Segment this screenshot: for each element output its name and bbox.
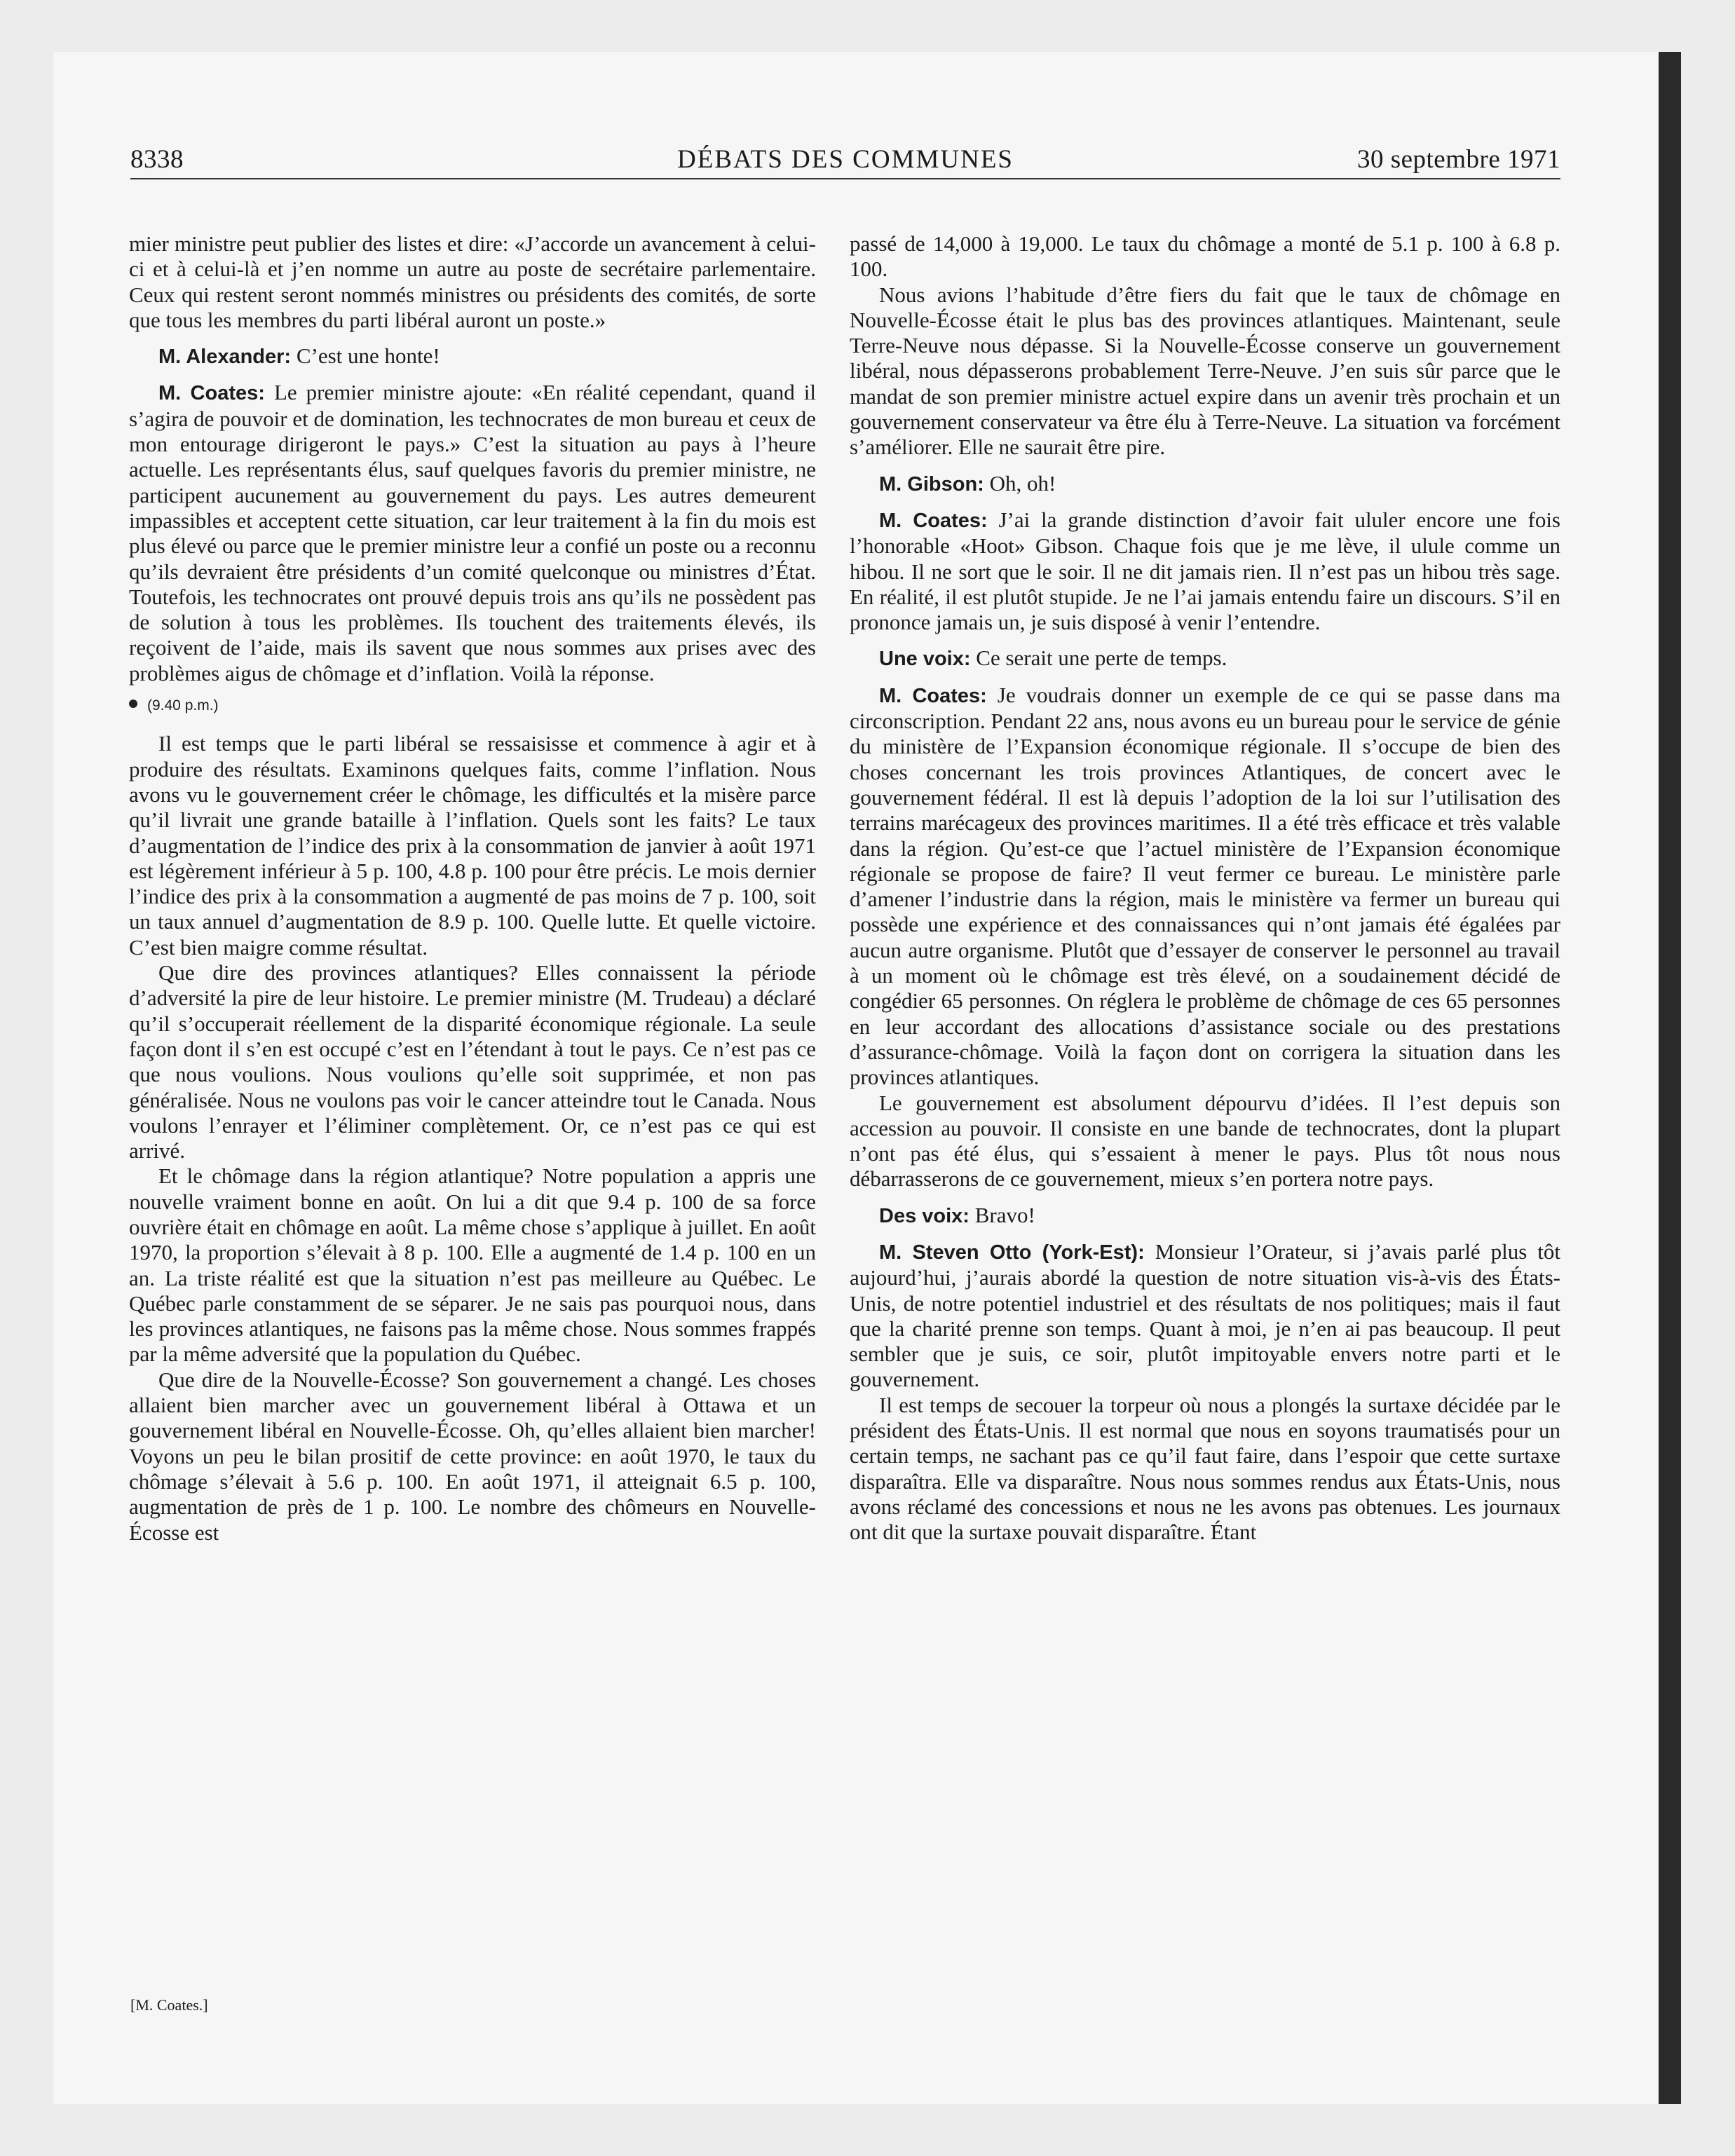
speech: M. Gibson: Oh, oh!: [879, 470, 1056, 496]
paragraph: passé de 14,000 à 19,000. Le taux du chômage a monté de 5.1 p. 100 à 6.8 p. 100.: [850, 231, 1560, 282]
speaker-name: Une voix:: [879, 648, 971, 671]
footer-attribution: [M. Coates.]: [130, 1996, 208, 2014]
paragraph: Que dire de la Nouvelle-Écosse? Son gouvernement a changé. Les choses allaient bien marcher avec un gouvernement libéral à Ottawa et un gouvernement libéral en Nouvelle-Écosse. Oh, qu’elles allaient bien marcher! Voyons un peu le bilan prositif de cette province: en août 1970, le taux du chômage s’élevait à 5.6 p. 100. En août 1971, il atteignait 6.5 p. 100, augmentation de près de 1 p. 100. Le nombre des chômeurs en Nouvelle-Écosse est: [129, 1367, 816, 1545]
page-number: 8338: [130, 145, 184, 174]
speech: Une voix: Ce serait une perte de temps.: [879, 646, 1227, 671]
speaker-name: M. Steven Otto (York-Est):: [879, 1241, 1145, 1264]
page-header: [130, 140, 1560, 179]
speaker-name: M. Coates:: [879, 509, 988, 532]
speaker-name: M. Alexander:: [158, 346, 292, 369]
scan-edge: [1659, 52, 1681, 2104]
bullet-icon: [129, 700, 137, 708]
right-column: [850, 231, 1560, 1546]
speech: M. Coates: Le premier ministre ajoute: «En réalité cependant, quand il s’agira de pouvoir et de domination, les technocrates de mon bureau et ceux de mon entourage dirigeront le pays.» C’est la situation au pays à l’heure actuelle. Les représentants élus, sauf quelques favoris du premier ministre, ne participent aucunement au gouvernement du pays. Les autres demeurent impassibles et acceptent cette situation, car leur traitement à la fin du mois est plus élevé ou parce que le premier ministre leur a confié un poste ou a reconnu qu’ils devraient être présidents d’un comité quelconque ou ministres d’État. Toutefois, les technocrates ont prouvé depuis trois ans qu’ils ne possèdent pas de solution à tous les problèmes. Ils touchent des traitements élevés, ils reçoivent de l’aide, mais ils savent que nous sommes aux prises avec des problèmes aigus de chômage et d’inflation. Voilà la réponse.: [129, 380, 816, 685]
speech: M. Coates: Je voudrais donner un exemple de ce qui se passe dans ma circonscription. Pendant 22 ans, nous avons eu un bureau pour le service de génie du ministère de l’Expansion économique régionale. Il s’occupe de bien des choses concernant les trois provinces Atlantiques, de concert avec le gouvernement fédéral. Il est là depuis l’adoption de la loi sur l’utilisation des terrains marécageux des provinces maritimes. Il a été très efficace et très valable dans la région. Qu’est-ce que l’actuel ministère de l’Expansion économique régionale se propose de faire? Il veut fermer ce bureau. Le ministère parle d’amener l’industrie dans la région, mais le ministère va fermer un bureau qui possède une expérience et des connaissances qui n’ont jamais été égalées par aucun autre organisme. Plutôt que d’essayer de conserver le personnel au travail à un moment où le chômage est très élevé, on a soudainement décidé de congédier 65 personnes. On réglera le problème de chômage de ces 65 personnes en leur accordant des allocations d’assistance sociale ou des prestations d’assurance-chômage. Voilà la façon dont on corrigera la situation dans les provinces atlantiques.: [850, 682, 1560, 1090]
speaker-name: Des voix:: [879, 1204, 969, 1227]
paragraph: Nous avions l’habitude d’être fiers du fait que le taux de chômage en Nouvelle-Écosse était le plus bas des provinces atlantiques. Maintenant, seule Terre-Neuve nous dépasse. Si la Nouvelle-Écosse conserve un gouvernement libéral, nous dépasserons probablement Terre-Neuve. J’en suis sûr parce que le mandat de son premier ministre actuel expire dans un avenir très prochain et un gouvernement conservateur va être élu à Terre-Neuve. La situation va forcément s’améliorer. Elle ne saurait être pire.: [850, 282, 1560, 460]
paragraph: Il est temps de secouer la torpeur où nous a plongés la surtaxe décidée par le président des États-Unis. Il est normal que nous en soyons traumatisés pour un certain temps, ne sachant pas ce qu’il faut faire, dans l’espoir que cette surtaxe disparaîtra. Elle va disparaître. Nous nous sommes rendus aux États-Unis, nous avons réclamé des concessions et nous ne les avons pas obtenues. Les journaux ont dit que la surtaxe pouvait disparaître. Étant: [850, 1392, 1560, 1545]
publication-title: DÉBATS DES COMMUNES: [676, 145, 1014, 174]
speaker-name: M. Coates:: [879, 684, 987, 707]
paragraph: mier ministre peut publier des listes et dire: «J’accorde un avancement à celui-ci et à celui-là et j’en nomme un autre au poste de secrétaire parlementaire. Ceux qui restent seront nommés ministres ou présidents des comités, de sorte que tous les membres du parti libéral auront un poste.»: [129, 231, 816, 332]
left-column: [129, 231, 816, 1546]
paragraph: Que dire des provinces atlantiques? Elles connaissent la période d’adversité la pire de leur histoire. Le premier ministre (M. Trudeau) a déclaré qu’il s’occuperait réellement de la disparité économique régionale. La seule façon dont il s’en est occupé c’est en l’étendant à tout le pays. Ce n’est pas ce que nous voulions. Nous voulions qu’elle soit supprimée, et non pas généralisée. Nous ne voulons pas voir le cancer atteindre tout le Canada. Nous voulons l’enrayer et l’éliminer complètement. Or, ce n’est pas ce qui est arrivé.: [129, 960, 816, 1164]
paragraph: Et le chômage dans la région atlantique? Notre population a appris une nouvelle vraiment bonne en août. On lui a dit que 9.4 p. 100 de sa force ouvrière était en chômage en août. La même chose s’applique à juillet. En août 1970, la proportion s’élevait à 8 p. 100. Elle a augmenté de 1.4 p. 100 en un an. La triste réalité est que la situation n’est pas meilleure au Québec. Le Québec parle constamment de se séparer. Je ne sais pas pourquoi nous, dans les provinces atlantiques, ne faisons pas la même chose. Nous sommes frappés par la même adversité que la population du Québec.: [129, 1164, 816, 1367]
speech: Des voix: Bravo!: [879, 1202, 1035, 1227]
speech: M. Steven Otto (York-Est): Monsieur l’Orateur, si j’avais parlé plus tôt aujourd’hui, j’aurais abordé la question de notre situation vis-à-vis des États-Unis, de notre potentiel industriel et des résultats de nos politiques; mais il faut que la charité prenne son temps. Quant à moi, je n’en ai pas beaucoup. Il peut sembler que je suis, ce soir, plutôt impitoyable envers notre parti et le gouvernement.: [850, 1239, 1560, 1392]
paragraph: Il est temps que le parti libéral se ressaisisse et commence à agir et à produire des résultats. Examinons quelques faits, comme l’inflation. Nous avons vu le gouvernement créer le chômage, les difficultés et la misère parce qu’il livrait une grande bataille à l’inflation. Quels sont les faits? Le taux d’augmentation de l’indice des prix à la consommation de janvier à août 1971 est légèrement inférieur à 5 p. 100, 4.8 p. 100 pour être précis. Le mois dernier l’indice des prix à la consommation a augmenté de pas moins de 7 p. 100, soit un taux annuel d’augmentation de 8.9 p. 100. Quelle lutte. Et quelle victoire. C’est bien maigre comme résultat.: [129, 731, 816, 960]
speaker-name: M. Gibson:: [879, 472, 984, 496]
page-date: 30 septembre 1971: [1356, 145, 1560, 174]
speech: M. Coates: J’ai la grande distinction d’avoir fait ululer encore une fois l’honorable «Hoot» Gibson. Chaque fois que je me lève, il ulule comme un hibou. Il ne sort que le soir. Il ne dit jamais rien. Il n’est pas un hibou très sage. En réalité, il est plutôt stupide. Je ne l’ai jamais entendu faire un discours. S’il en prononce jamais un, je suis disposé à venir l’entendre.: [850, 507, 1560, 635]
time-marker: (9.40 p.m.): [129, 693, 816, 718]
paragraph: Le gouvernement est absolument dépourvu d’idées. Il l’est depuis son accession au pouvoir. Il consiste en une bande de technocrates, dont la plupart n’ont pas été élus, qui s’essaient à mener le pays. Plus tôt nous nous débarrasserons de ce gouvernement, mieux s’en portera notre pays.: [850, 1090, 1560, 1192]
speech: M. Alexander: C’est une honte!: [158, 343, 440, 369]
speaker-name: M. Coates:: [158, 382, 265, 405]
